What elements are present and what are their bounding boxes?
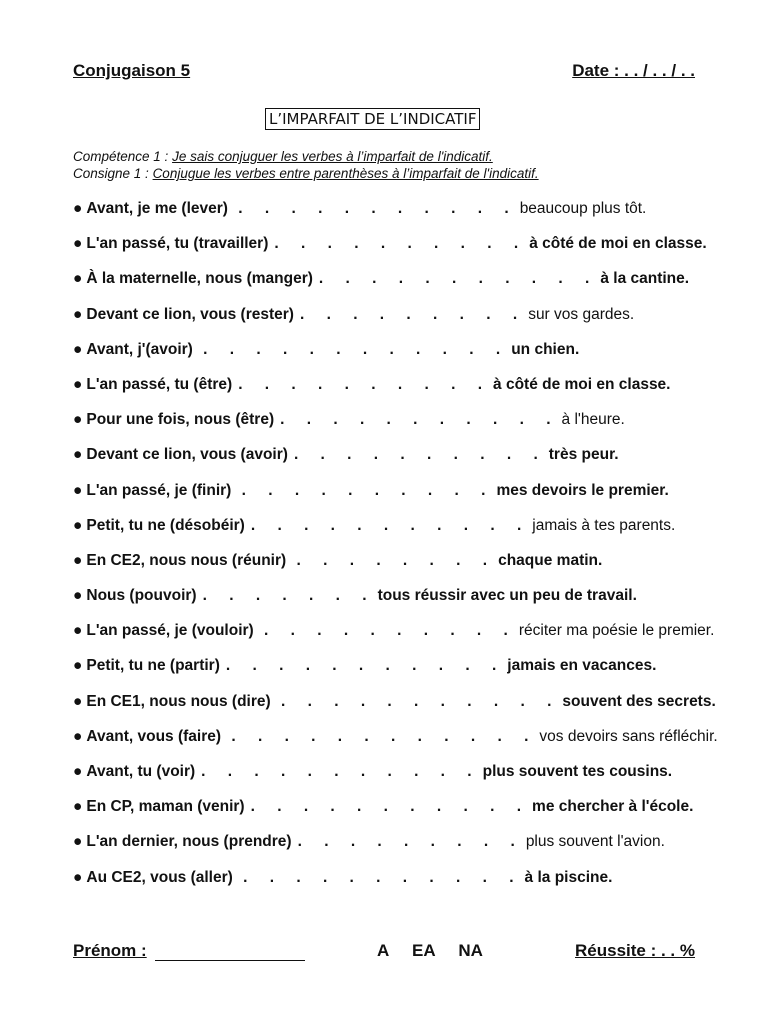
bullet-icon: ● (73, 270, 83, 288)
exercise-item (73, 374, 733, 409)
exercise-item (73, 550, 733, 585)
exercise-prompt: En CE2, nous nous (réunir) (86, 551, 291, 569)
answer-blank[interactable]: . . . . . . . . . . . (318, 270, 599, 288)
exercise-prompt: L'an passé, tu (travailler) (86, 235, 269, 253)
bullet-icon: ● (73, 763, 83, 780)
exercise-prompt: L'an passé, je (vouloir) (86, 622, 259, 640)
exercise-item (73, 444, 733, 479)
exercise-item (73, 726, 733, 761)
bullet-icon: ● (73, 833, 83, 851)
worksheet-title: L’IMPARFAIT DE L’INDICATIF (265, 108, 480, 130)
exercise-item (73, 867, 733, 902)
bullet-icon: ● (73, 516, 83, 534)
exercise-ending: très peur. (548, 446, 619, 464)
exercise-ending: à côté de moi en classe. (493, 375, 671, 393)
exercise-prompt: Devant ce lion, vous (avoir) (86, 446, 288, 464)
answer-blank[interactable]: . . . . . . . . . . . . (203, 340, 510, 358)
exercise-prompt: Pour une fois, nous (être) (86, 411, 275, 429)
consigne-line (73, 165, 539, 182)
consigne-text: Conjugue les verbes entre parenthèses à l’imparfait de l'indicatif. (152, 166, 539, 181)
answer-blank[interactable]: . . . . . . . . . . . . (231, 727, 538, 745)
exercise-item (73, 585, 733, 620)
exercise-item (73, 409, 733, 444)
exercise-item (73, 233, 733, 268)
bullet-icon: ● (73, 305, 83, 323)
exercise-prompt: Petit, tu ne (désobéir) (86, 516, 245, 534)
exercise-prompt: L'an passé, je (finir) (86, 481, 236, 499)
exercise-item (73, 198, 733, 233)
answer-blank[interactable]: . . . . . . . . . . (274, 235, 528, 253)
exercise-ending: à la cantine. (600, 270, 690, 288)
exercise-item (73, 620, 733, 655)
exercise-prompt: En CE1, nous nous (dire) (86, 692, 275, 710)
answer-blank[interactable]: . . . . . . . . . (299, 305, 527, 323)
competence-line (73, 148, 539, 165)
exercise-prompt: Devant ce lion, vous (rester) (86, 305, 294, 323)
exercise-ending: beaucoup plus tôt. (519, 200, 647, 217)
exercise-ending: tous réussir avec un peu de travail. (377, 587, 637, 605)
exercise-item (73, 515, 733, 550)
bullet-icon: ● (73, 587, 83, 605)
exercise-item (73, 268, 733, 303)
worksheet-subject: Conjugaison 5 (73, 61, 191, 80)
exercise-item (73, 339, 733, 374)
exercise-list (73, 198, 733, 902)
exercise-prompt: Avant, vous (faire) (86, 727, 226, 745)
bullet-icon: ● (73, 727, 83, 745)
exercise-ending: un chien. (511, 340, 580, 358)
reussite-score: Réussite : . . % (575, 941, 695, 960)
bullet-icon: ● (73, 446, 83, 464)
exercise-item (73, 831, 733, 866)
exercise-ending: à l'heure. (561, 411, 625, 429)
bullet-icon: ● (73, 657, 83, 675)
exercise-item (73, 304, 733, 339)
answer-blank[interactable]: . . . . . . . . . . (264, 622, 517, 640)
answer-blank[interactable]: . . . . . . . . . . (241, 481, 495, 499)
exercise-prompt: Au CE2, vous (aller) (86, 868, 238, 886)
prenom-blank-line[interactable] (155, 944, 305, 961)
exercise-item (73, 761, 733, 796)
exercise-ending: réciter ma poésie le premier. (518, 622, 715, 640)
grade-a: A (377, 941, 390, 960)
exercise-prompt: L'an dernier, nous (prendre) (86, 833, 292, 851)
answer-blank[interactable]: . . . . . . . . . . . (201, 763, 481, 780)
grade-ea: EA (412, 941, 436, 960)
bullet-icon: ● (73, 692, 83, 710)
exercise-ending: jamais à tes parents. (532, 516, 676, 534)
exercise-ending: souvent des secrets. (562, 692, 716, 710)
exercise-ending: vos devoirs sans réfléchir. (539, 727, 718, 745)
exercise-ending: plus souvent l'avion. (525, 833, 665, 851)
bullet-icon: ● (73, 411, 83, 429)
footer (73, 941, 695, 963)
exercise-ending: à côté de moi en classe. (529, 235, 707, 253)
exercise-ending: chaque matin. (498, 551, 603, 569)
exercise-prompt: En CP, maman (venir) (86, 798, 245, 816)
exercise-prompt: Petit, tu ne (partir) (86, 657, 220, 675)
exercise-ending: me chercher à l'école. (532, 798, 694, 816)
bullet-icon: ● (73, 340, 83, 358)
answer-blank[interactable]: . . . . . . . . . . (238, 375, 492, 393)
exercise-item (73, 480, 733, 515)
consigne-prefix: Consigne 1 : (73, 166, 153, 181)
answer-blank[interactable]: . . . . . . . . . . . (243, 868, 523, 886)
exercise-item (73, 796, 733, 831)
answer-blank[interactable]: . . . . . . . . . . . (250, 516, 531, 534)
exercise-item (73, 655, 733, 690)
bullet-icon: ● (73, 200, 83, 217)
instructions (73, 148, 539, 182)
exercise-ending: à la piscine. (524, 868, 613, 886)
exercise-item (73, 691, 733, 726)
bullet-icon: ● (73, 481, 83, 499)
competence-text: Je sais conjuguer les verbes à l’imparfait de l'indicatif. (172, 149, 493, 164)
exercise-prompt: Avant, je me (lever) (86, 200, 233, 217)
exercise-prompt: Avant, j'(avoir) (86, 340, 198, 358)
exercise-prompt: Nous (pouvoir) (86, 587, 197, 605)
date-field: Date : . . / . . / . . (572, 61, 695, 80)
competence-prefix: Compétence 1 : (73, 149, 173, 164)
grade-na: NA (458, 941, 483, 960)
exercise-prompt: L'an passé, tu (être) (86, 375, 233, 393)
answer-blank[interactable]: . . . . . . . . . . . (225, 657, 506, 675)
bullet-icon: ● (73, 798, 83, 816)
answer-blank[interactable]: . . . . . . . . . . . (280, 692, 561, 710)
exercise-prompt: À la maternelle, nous (manger) (86, 270, 313, 288)
answer-blank[interactable]: . . . . . . . (202, 587, 376, 605)
answer-blank[interactable]: . . . . . . . . . (297, 833, 524, 851)
answer-blank[interactable]: . . . . . . . . . . . (250, 798, 531, 816)
bullet-icon: ● (73, 551, 83, 569)
bullet-icon: ● (73, 235, 83, 253)
prenom-label: Prénom : (73, 941, 147, 960)
bullet-icon: ● (73, 622, 83, 640)
prenom-field (73, 941, 305, 961)
exercise-ending: mes devoirs le premier. (496, 481, 669, 499)
bullet-icon: ● (73, 868, 83, 886)
exercise-ending: sur vos gardes. (528, 305, 635, 323)
grade-options (377, 941, 501, 961)
exercise-prompt: Avant, tu (voir) (86, 763, 196, 780)
answer-blank[interactable]: . . . . . . . . (296, 551, 497, 569)
exercise-ending: jamais en vacances. (507, 657, 657, 675)
answer-blank[interactable]: . . . . . . . . . . (293, 446, 547, 464)
bullet-icon: ● (73, 375, 83, 393)
answer-blank[interactable]: . . . . . . . . . . . (280, 411, 560, 429)
exercise-ending: plus souvent tes cousins. (482, 763, 673, 780)
answer-blank[interactable]: . . . . . . . . . . . (238, 200, 518, 217)
